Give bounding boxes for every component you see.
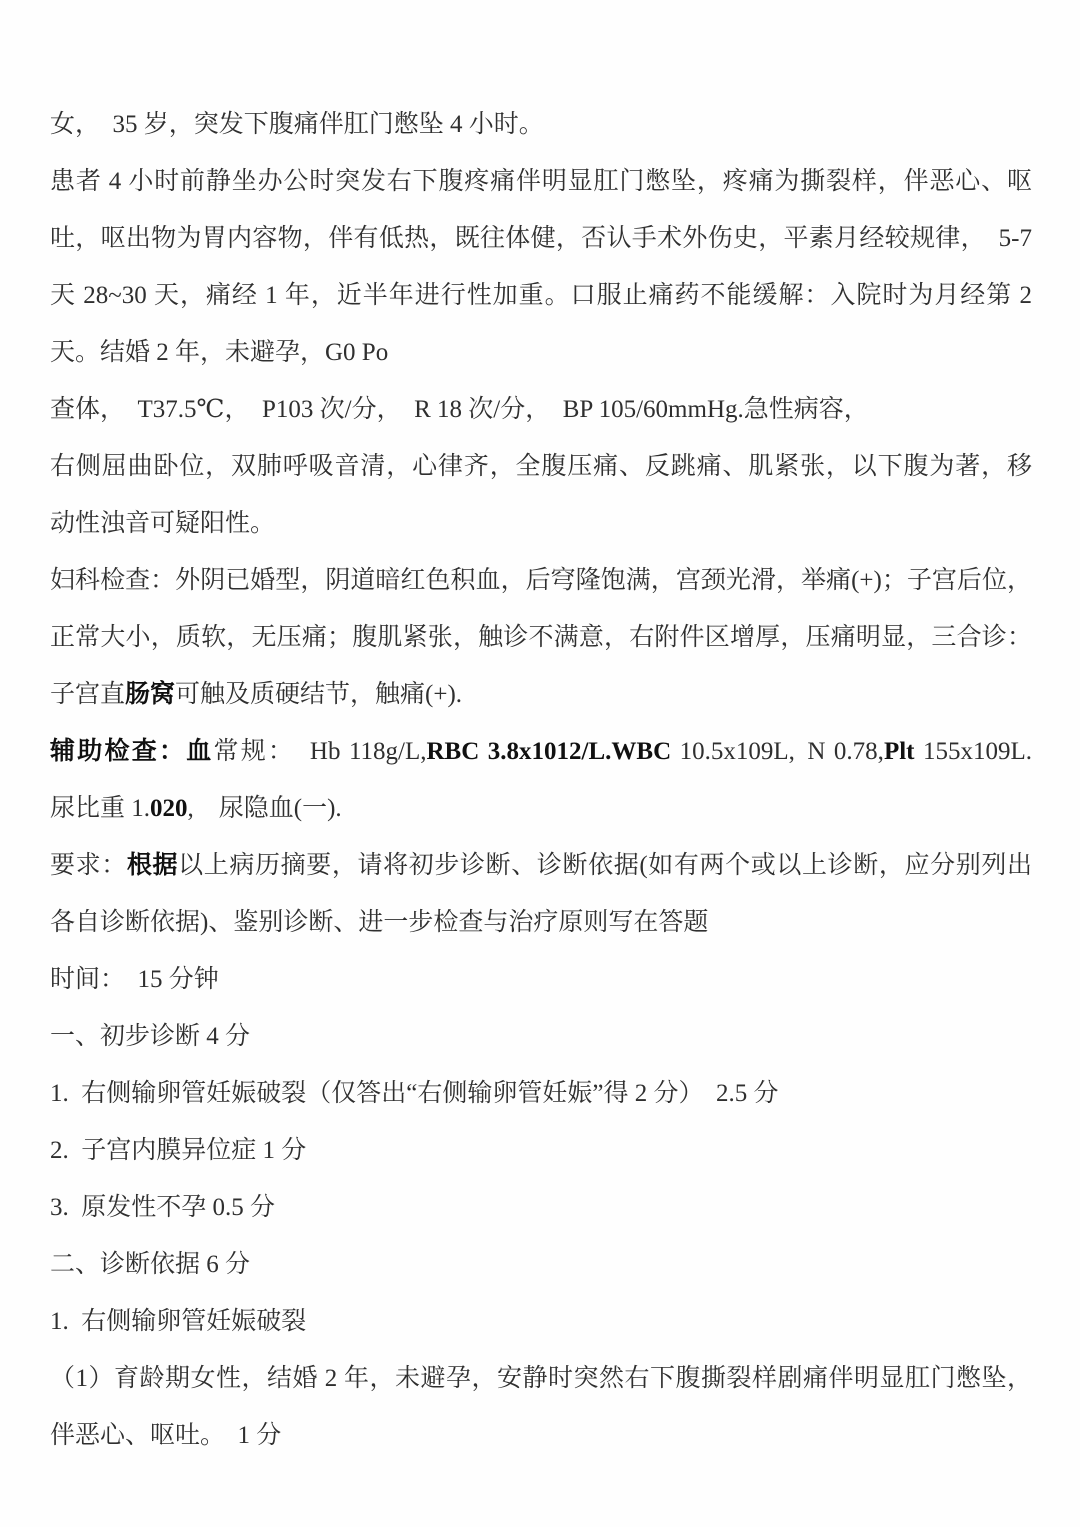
text-segment: 子宫直 bbox=[50, 681, 126, 708]
text-segment: 女， 35 岁，突发下腹痛伴肛门憋坠 4 小时。 bbox=[50, 111, 544, 138]
bold-text-segment: 辅助检查： bbox=[50, 738, 187, 765]
document-line bbox=[50, 96, 1032, 153]
document-line bbox=[50, 780, 1032, 837]
document-line bbox=[50, 1065, 1032, 1122]
document-line bbox=[50, 1122, 1032, 1179]
document-line bbox=[50, 438, 1032, 495]
document-line bbox=[50, 381, 1032, 438]
text-segment: 吐，呕出物为胃内容物，伴有低热，既往体健，否认手术外伤史，平素月经较规律， 5-7 bbox=[50, 225, 1032, 252]
document-line bbox=[50, 324, 1032, 381]
bold-text-segment: Plt bbox=[883, 738, 915, 765]
text-segment: 右侧屈曲卧位，双肺呼吸音清，心律齐，全腹压痛、反跳痛、肌紧张，以下腹为著，移 bbox=[50, 453, 1032, 480]
text-segment: 要求： bbox=[50, 852, 127, 879]
document-line bbox=[50, 1008, 1032, 1065]
text-segment: 1. 右侧输卵管妊娠破裂（仅答出“右侧输卵管妊娠”得 2 分） 2.5 分 bbox=[50, 1080, 779, 1107]
document-line bbox=[50, 609, 1032, 666]
bold-text-segment: 肠窝 bbox=[125, 681, 176, 708]
text-segment: 3. 原发性不孕 0.5 分 bbox=[50, 1194, 276, 1221]
text-segment: 2. 子宫内膜异位症 1 分 bbox=[50, 1137, 307, 1164]
document-line bbox=[50, 894, 1032, 951]
document-line bbox=[50, 1350, 1032, 1407]
bold-text-segment: 020 bbox=[150, 795, 188, 822]
text-segment: （1）育龄期女性，结婚 2 年，未避孕，安静时突然右下腹撕裂样剧痛伴明显肛门憋坠， bbox=[50, 1365, 1032, 1392]
document-line bbox=[50, 951, 1032, 1008]
text-segment: 155x109L. bbox=[914, 738, 1032, 765]
document-line bbox=[50, 723, 1032, 780]
bold-text-segment: 血 bbox=[186, 738, 214, 765]
text-segment: 二、诊断依据 6 分 bbox=[50, 1251, 251, 1278]
bold-text-segment: RBC 3.8x1012/L.WBC bbox=[426, 738, 672, 765]
document-line bbox=[50, 210, 1032, 267]
document-body bbox=[50, 96, 1032, 1464]
document-line bbox=[50, 153, 1032, 210]
text-segment: 尿比重 1. bbox=[50, 795, 151, 822]
text-segment: 妇科检查：外阴已婚型，阴道暗红色积血，后穹隆饱满，宫颈光滑，举痛(+)；子宫后位， bbox=[50, 567, 1032, 594]
text-segment: 天 28~30 天，痛经 1 年，近半年进行性加重。口服止痛药不能缓解：入院时为月经第 2 bbox=[50, 282, 1032, 309]
text-segment: 各自诊断依据)、鉴别诊断、进一步检查与治疗原则写在答题 bbox=[50, 909, 709, 936]
text-segment: 患者 4 小时前静坐办公时突发右下腹疼痛伴明显肛门憋坠，疼痛为撕裂样，伴恶心、呕 bbox=[50, 168, 1032, 195]
text-segment: 时间： 15 分钟 bbox=[50, 966, 219, 993]
document-line bbox=[50, 495, 1032, 552]
document-line bbox=[50, 666, 1032, 723]
text-segment: 常规： Hb 118g/L, bbox=[213, 738, 427, 765]
document-line bbox=[50, 267, 1032, 324]
bold-text-segment: 根据 bbox=[126, 852, 179, 879]
document-line bbox=[50, 837, 1032, 894]
document-line bbox=[50, 552, 1032, 609]
text-segment: 以上病历摘要，请将初步诊断、诊断依据(如有两个或以上诊断，应分别列出 bbox=[178, 852, 1032, 879]
text-segment: 正常大小，质软，无压痛；腹肌紧张，触诊不满意，右附件区增厚，压痛明显，三合诊： bbox=[50, 624, 1032, 651]
text-segment: 1. 右侧输卵管妊娠破裂 bbox=[50, 1308, 307, 1335]
text-segment: 查体， T37.5℃， P103 次/分， R 18 次/分， BP 105/60mmHg.急性病容， bbox=[50, 396, 869, 423]
document-line bbox=[50, 1293, 1032, 1350]
text-segment: 可触及质硬结节，触痛(+). bbox=[175, 681, 463, 708]
text-segment: , 尿隐血(一). bbox=[187, 795, 342, 822]
text-segment: 动性浊音可疑阳性。 bbox=[50, 510, 276, 537]
document-line bbox=[50, 1236, 1032, 1293]
text-segment: 10.5x109L, N 0.78, bbox=[671, 738, 884, 765]
text-segment: 天。结婚 2 年，未避孕，G0 Po bbox=[50, 339, 389, 366]
text-segment: 伴恶心、呕吐。 1 分 bbox=[50, 1422, 282, 1449]
document-line bbox=[50, 1179, 1032, 1236]
text-segment: 一、初步诊断 4 分 bbox=[50, 1023, 251, 1050]
document-line bbox=[50, 1407, 1032, 1464]
